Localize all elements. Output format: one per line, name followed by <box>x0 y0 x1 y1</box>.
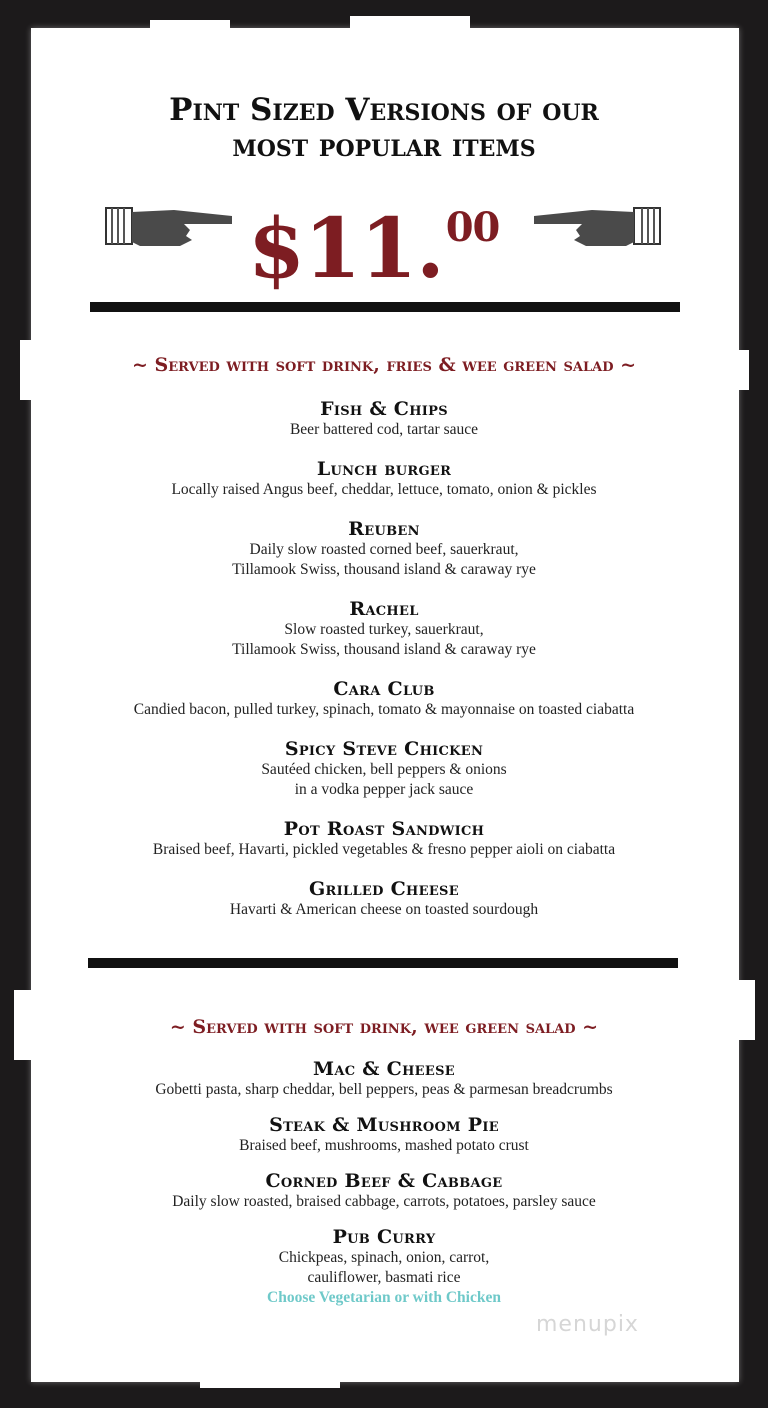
price <box>248 186 500 297</box>
item-name: Cara Club <box>333 678 435 700</box>
section-1-items <box>0 398 768 938</box>
item-description: Beer battered cod, tartar sauce <box>289 421 479 438</box>
paper-edge <box>150 20 230 32</box>
menu-item <box>0 598 768 660</box>
price-cents: 00 <box>445 204 500 251</box>
item-name: Fish & Chips <box>320 398 448 420</box>
item-name: Pot Roast Sandwich <box>283 818 485 840</box>
divider-rule <box>90 302 680 312</box>
menu-item <box>0 398 768 440</box>
menu-title <box>0 92 768 164</box>
pointing-hand-right-icon <box>104 202 236 250</box>
item-note: Choose Vegetarian or with Chicken <box>267 1289 501 1306</box>
menu-item <box>0 458 768 500</box>
menu-item <box>0 518 768 580</box>
section-heading-2: ~ Served with soft drink, wee green salad ~ <box>169 1016 599 1038</box>
menu-item <box>0 878 768 920</box>
divider-rule <box>88 958 678 968</box>
pointing-hand-left-icon <box>530 202 662 250</box>
menu-item <box>0 1058 768 1100</box>
section-heading-1: ~ Served with soft drink, fries & wee green salad ~ <box>132 354 636 376</box>
item-description: Candied bacon, pulled turkey, spinach, tomato & mayonnaise on toasted ciabatta <box>133 701 635 718</box>
item-description: Sautéed chicken, bell peppers & onions in a vodka pepper jack sauce <box>261 761 507 798</box>
menu-item <box>0 678 768 720</box>
item-description: Braised beef, Havarti, pickled vegetables & fresno pepper aioli on ciabatta <box>152 841 616 858</box>
paper-edge <box>200 1378 340 1388</box>
item-name: Mac & Cheese <box>313 1058 455 1080</box>
item-description: Daily slow roasted corned beef, sauerkraut, Tillamook Swiss, thousand island & caraway rye <box>232 541 536 578</box>
item-description: Havarti & American cheese on toasted sourdough <box>229 901 539 918</box>
item-description: Chickpeas, spinach, onion, carrot, cauliflower, basmati rice <box>278 1249 490 1286</box>
item-description: Gobetti pasta, sharp cheddar, bell peppers, peas & parmesan breadcrumbs <box>155 1081 613 1098</box>
title-line-1: Pint Sized Versions of our <box>169 92 599 128</box>
price-row <box>0 180 768 297</box>
section-2-items <box>0 1058 768 1322</box>
watermark-text: menupix <box>536 1312 639 1337</box>
menu-item <box>0 818 768 860</box>
item-description: Braised beef, mushrooms, mashed potato crust <box>239 1137 529 1154</box>
item-description: Locally raised Angus beef, cheddar, lettuce, tomato, onion & pickles <box>171 481 597 498</box>
item-description: Slow roasted turkey, sauerkraut, Tillamook Swiss, thousand island & caraway rye <box>232 621 536 658</box>
menu-item <box>0 1170 768 1212</box>
paper-edge <box>350 16 470 32</box>
menu-item <box>0 1114 768 1156</box>
item-name: Reuben <box>348 518 420 540</box>
item-name: Lunch burger <box>316 458 452 480</box>
item-name: Rachel <box>349 598 419 620</box>
item-name: Steak & Mushroom Pie <box>269 1114 499 1136</box>
item-name: Pub Curry <box>332 1226 436 1248</box>
item-name: Spicy Steve Chicken <box>284 738 484 760</box>
menu-item <box>0 738 768 800</box>
item-description: Daily slow roasted, braised cabbage, carrots, potatoes, parsley sauce <box>172 1193 596 1210</box>
title-line-2: most popular items <box>232 128 536 164</box>
menu-item <box>0 1226 768 1308</box>
item-name: Corned Beef & Cabbage <box>265 1170 503 1192</box>
item-name: Grilled Cheese <box>309 878 459 900</box>
price-main: $11. <box>248 201 444 297</box>
